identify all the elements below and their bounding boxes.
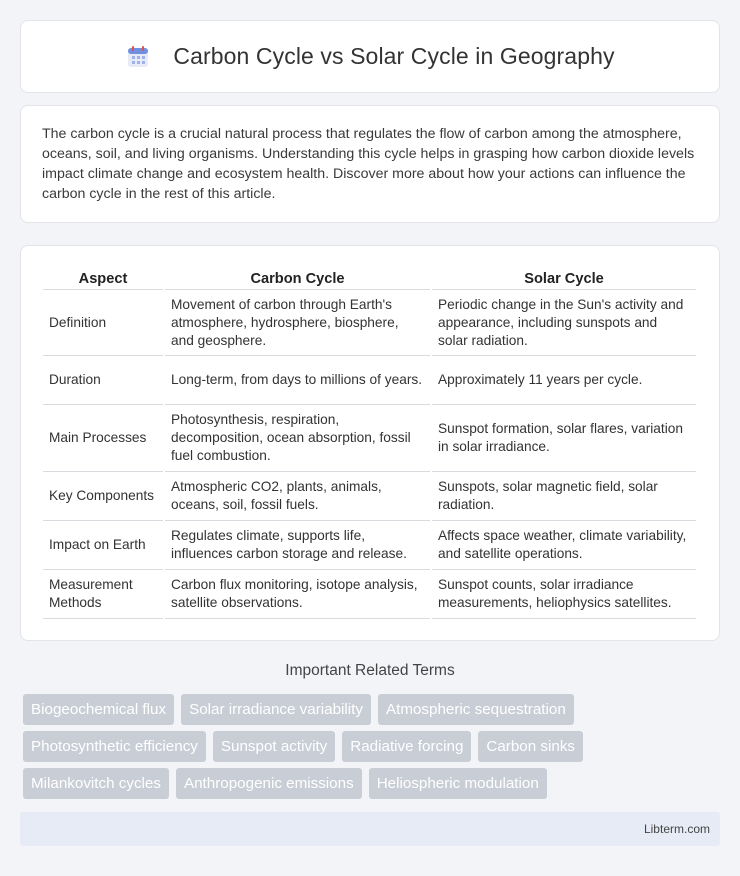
row-carbon: Long-term, from days to millions of years. [165,356,430,405]
table-row [43,521,696,570]
calendar-icon [125,44,151,70]
term-tag[interactable]: Heliospheric modulation [369,768,547,799]
term-tag[interactable]: Photosynthetic efficiency [23,731,206,762]
comparison-table [41,266,698,619]
table-row [43,290,696,356]
row-aspect: Main Processes [43,405,163,472]
footer [20,812,720,846]
row-aspect: Key Components [43,472,163,521]
intro-card [20,105,720,223]
table-row [43,405,696,472]
term-tag[interactable]: Milankovitch cycles [23,768,169,799]
row-carbon: Photosynthesis, respiration, decomposition, ocean absorption, fossil fuel combustion. [165,405,430,472]
row-aspect: Measurement Methods [43,570,163,619]
table-row [43,570,696,619]
row-solar: Affects space weather, climate variability, and satellite operations. [432,521,696,570]
row-solar: Approximately 11 years per cycle. [432,356,696,405]
row-aspect: Duration [43,356,163,405]
page-title: Carbon Cycle vs Solar Cycle in Geography [173,43,615,69]
tag-row [23,694,723,725]
term-tag[interactable]: Sunspot activity [213,731,335,762]
term-tag[interactable]: Radiative forcing [342,731,471,762]
table-row [43,356,696,405]
term-tag[interactable]: Carbon sinks [478,731,583,762]
term-tag[interactable]: Atmospheric sequestration [378,694,574,725]
table-header-row [43,266,696,290]
related-terms-list [23,694,723,805]
row-solar: Periodic change in the Sun's activity and appearance, including sunspots and solar radiation. [432,290,696,356]
row-carbon: Atmospheric CO2, plants, animals, oceans, soil, fossil fuels. [165,472,430,521]
term-tag[interactable]: Anthropogenic emissions [176,768,362,799]
header-solar-cycle: Solar Cycle [432,266,696,290]
term-tag[interactable]: Biogeochemical flux [23,694,174,725]
intro-text: The carbon cycle is a crucial natural process that regulates the flow of carbon among the atmosphere, oceans, soil, and living organisms. Understanding this cycle helps in grasping how carbon dioxide levels impact climate change and ecosystem health. Discover more about how your actions can influence the carbon cycle in the rest of this article. [42,126,695,202]
row-solar: Sunspots, solar magnetic field, solar radiation. [432,472,696,521]
row-aspect: Definition [43,290,163,356]
row-carbon: Regulates climate, supports life, influences carbon storage and release. [165,521,430,570]
tag-row [23,731,723,762]
row-carbon: Movement of carbon through Earth's atmosphere, hydrosphere, biosphere, and geosphere. [165,290,430,356]
header-card [20,20,720,93]
related-terms-title: Important Related Terms [285,662,455,679]
term-tag[interactable]: Solar irradiance variability [181,694,371,725]
header-aspect: Aspect [43,266,163,290]
footer-brand[interactable]: Libterm.com [643,822,710,836]
header-carbon-cycle: Carbon Cycle [165,266,430,290]
tag-row [23,768,723,799]
table-row [43,472,696,521]
row-solar: Sunspot formation, solar flares, variation in solar irradiance. [432,405,696,472]
row-aspect: Impact on Earth [43,521,163,570]
comparison-card [20,245,720,641]
row-carbon: Carbon flux monitoring, isotope analysis, satellite observations. [165,570,430,619]
row-solar: Sunspot counts, solar irradiance measurements, heliophysics satellites. [432,570,696,619]
